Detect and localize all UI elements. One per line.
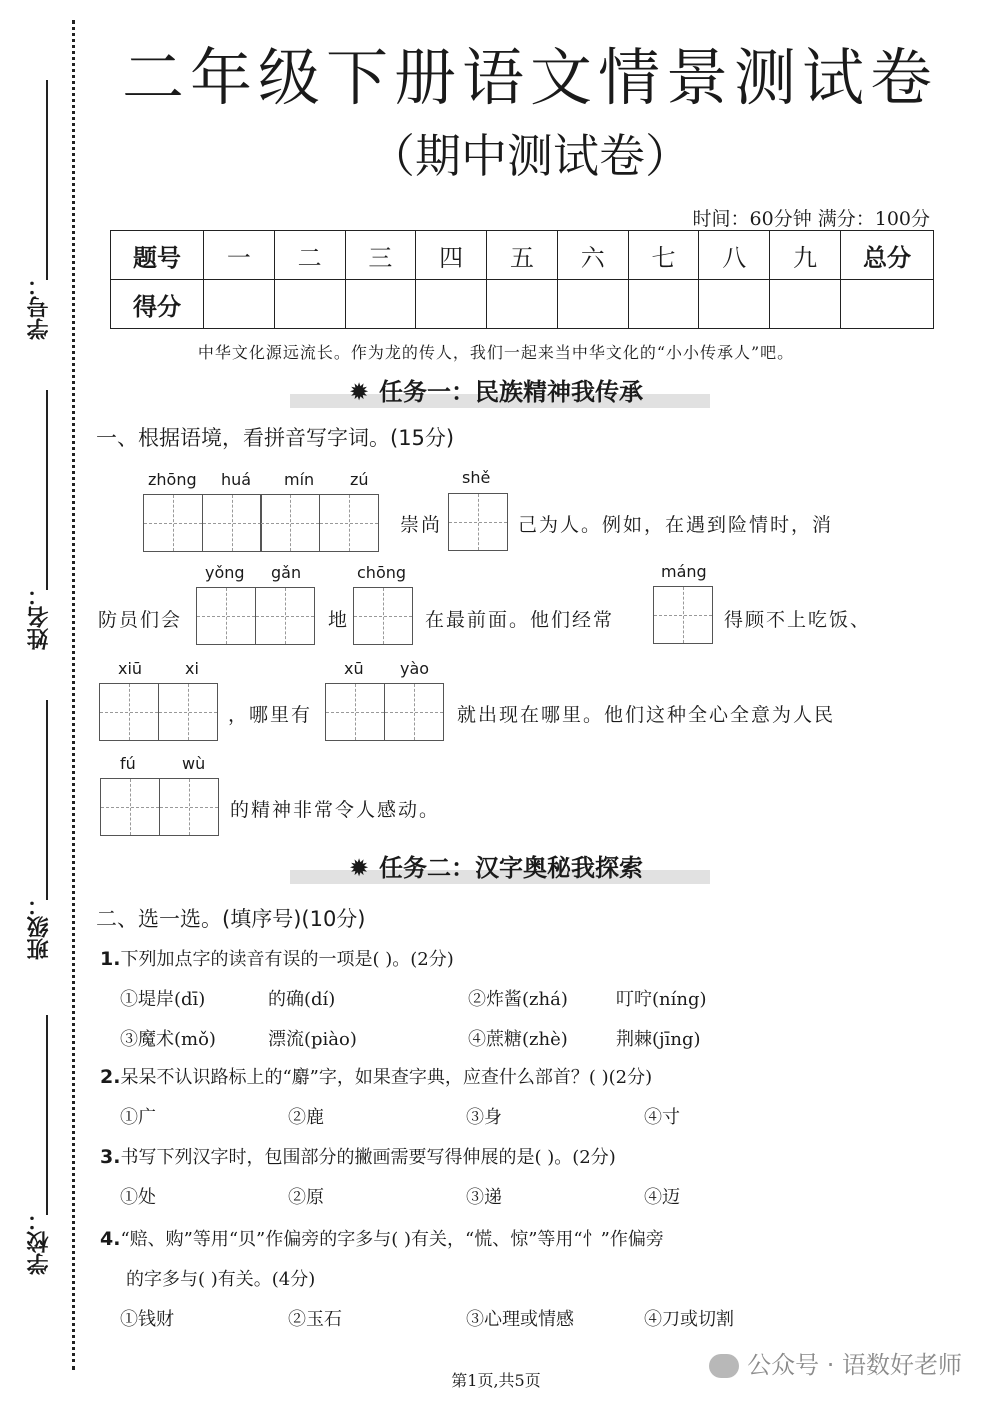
name-field[interactable] <box>20 390 60 650</box>
star-icon: ✹ <box>348 378 370 406</box>
school-label: 学校： <box>27 1209 52 1275</box>
class-field[interactable] <box>20 700 60 960</box>
text: 己为人。例如，在遇到险情时，消 <box>518 514 834 536</box>
option: 荆棘(jīng) <box>616 1029 701 1050</box>
score-cell[interactable] <box>699 280 770 329</box>
option[interactable]: ④刀或切割 <box>644 1309 734 1330</box>
option[interactable]: ③心理或情感 <box>466 1309 574 1330</box>
score-cell[interactable] <box>204 280 275 329</box>
option[interactable]: ①钱财 <box>120 1309 174 1330</box>
name-underline <box>46 390 48 590</box>
question-number-head: 题号 <box>111 231 204 280</box>
pinyin: yǒng <box>205 563 245 582</box>
pinyin: gǎn <box>271 563 302 582</box>
col-3: 三 <box>345 231 416 280</box>
score-cell[interactable] <box>345 280 416 329</box>
option[interactable]: ③魔术(mǒ) <box>120 1029 216 1050</box>
col-9: 九 <box>770 231 841 280</box>
watermark: 公众号 · 语数好老师 <box>709 1345 962 1380</box>
writing-grid-yonggan[interactable] <box>196 587 315 645</box>
binding-dotted-line <box>72 20 75 1370</box>
option[interactable]: ③递 <box>466 1187 502 1208</box>
option[interactable]: ②玉石 <box>288 1309 342 1330</box>
page-title: 二年级下册语文情景测试卷 <box>121 41 938 114</box>
question-4-continued: 的字多与( )有关。(4分) <box>126 1269 316 1290</box>
pinyin: xi <box>185 659 199 678</box>
writing-grid-xuyao[interactable] <box>325 683 444 741</box>
page-subtitle: （期中测试卷） <box>369 129 691 183</box>
task1-banner <box>0 372 992 407</box>
score-head: 得分 <box>111 280 204 329</box>
writing-grid-zhonghuaminzu[interactable] <box>143 494 379 552</box>
text: 崇尚 <box>400 514 443 536</box>
col-2: 二 <box>274 231 345 280</box>
score-row <box>111 280 934 329</box>
writing-grid-fuwu[interactable] <box>100 778 219 836</box>
pinyin: yào <box>400 659 430 678</box>
writing-grid-xiuxi[interactable] <box>99 683 218 741</box>
score-cell[interactable] <box>557 280 628 329</box>
pinyin: máng <box>661 562 707 581</box>
student-id-label: 学号： <box>27 274 52 340</box>
student-id-underline <box>46 80 48 280</box>
task1-title: 任务一：民族精神我传承 <box>379 378 644 406</box>
q1-heading: 一、根据语境，看拼音写字词。(15分) <box>96 426 455 450</box>
col-4: 四 <box>416 231 487 280</box>
time-info: 时间：60分钟 满分：100分 <box>692 208 930 230</box>
text: 的精神非常令人感动。 <box>230 799 441 821</box>
option[interactable]: ②原 <box>288 1187 324 1208</box>
option[interactable]: ②鹿 <box>288 1107 324 1128</box>
option[interactable]: ③身 <box>466 1107 502 1128</box>
option[interactable]: ④寸 <box>644 1107 680 1128</box>
name-label: 姓名： <box>27 584 52 650</box>
text: ，哪里有 <box>228 704 313 726</box>
option: 漂流(piào) <box>268 1029 357 1050</box>
pinyin: zhōng <box>148 470 197 489</box>
question-2: 2.呆呆不认识路标上的“麝”字，如果查字典，应查什么部首？( )(2分) <box>100 1066 653 1088</box>
option[interactable]: ④迈 <box>644 1187 680 1208</box>
student-id-field[interactable] <box>20 80 60 340</box>
col-8: 八 <box>699 231 770 280</box>
class-label: 班级： <box>27 894 52 960</box>
score-cell[interactable] <box>487 280 558 329</box>
score-cell[interactable] <box>274 280 345 329</box>
col-total: 总分 <box>841 231 934 280</box>
pinyin: mín <box>284 470 315 489</box>
score-cell[interactable] <box>628 280 699 329</box>
text: 就出现在哪里。他们这种全心全意为人民 <box>457 704 836 726</box>
col-7: 七 <box>628 231 699 280</box>
score-table-header-row <box>111 231 934 280</box>
writing-grid-mang[interactable] <box>653 586 713 644</box>
writing-grid-she[interactable] <box>448 493 508 551</box>
text: 得顾不上吃饭、 <box>724 609 872 631</box>
pinyin: wù <box>182 754 206 773</box>
q2-heading: 二、选一选。(填序号)(10分) <box>96 907 366 931</box>
pinyin: huá <box>221 470 252 489</box>
text: 防员们会 <box>98 609 183 631</box>
option[interactable]: ①堤岸(dī) <box>120 989 206 1010</box>
pinyin: shě <box>462 468 491 487</box>
task2-title: 任务二：汉字奥秘我探索 <box>379 854 644 882</box>
school-field[interactable] <box>20 1015 60 1275</box>
option[interactable]: ①广 <box>120 1107 156 1128</box>
question-3: 3.书写下列汉字时，包围部分的撇画需要写得伸展的是( )。(2分) <box>100 1146 616 1168</box>
pinyin: fú <box>120 754 136 773</box>
pinyin: xiū <box>118 659 143 678</box>
page-footer: 第1页,共5页 <box>451 1371 541 1390</box>
score-cell[interactable] <box>770 280 841 329</box>
col-5: 五 <box>487 231 558 280</box>
option: 叮咛(níng) <box>616 989 707 1010</box>
score-cell[interactable] <box>416 280 487 329</box>
school-underline <box>46 1015 48 1215</box>
star-icon: ✹ <box>348 854 370 882</box>
text: 地 <box>328 609 350 631</box>
task2-banner <box>0 848 992 883</box>
col-6: 六 <box>557 231 628 280</box>
score-cell[interactable] <box>841 280 934 329</box>
option[interactable]: ②炸酱(zhá) <box>468 989 568 1010</box>
text: 在最前面。他们经常 <box>425 609 615 631</box>
question-1: 1.下列加点字的读音有误的一项是( )。(2分) <box>100 948 454 970</box>
writing-grid-chong[interactable] <box>353 587 413 645</box>
intro-text: 中华文化源远流长。作为龙的传人，我们一起来当中华文化的“小小传承人”吧。 <box>197 343 795 362</box>
pinyin: zú <box>350 470 369 489</box>
pinyin: chōng <box>357 563 407 582</box>
option: 的确(dí) <box>268 989 336 1010</box>
col-1: 一 <box>204 231 275 280</box>
option[interactable]: ④蔗糖(zhè) <box>468 1029 568 1050</box>
question-4: 4.“赔、购”等用“贝”作偏旁的字多与( )有关，“慌、惊”等用“忄”作偏旁 <box>100 1228 664 1250</box>
pinyin: xū <box>344 659 364 678</box>
option[interactable]: ①处 <box>120 1187 156 1208</box>
score-table <box>110 230 934 329</box>
